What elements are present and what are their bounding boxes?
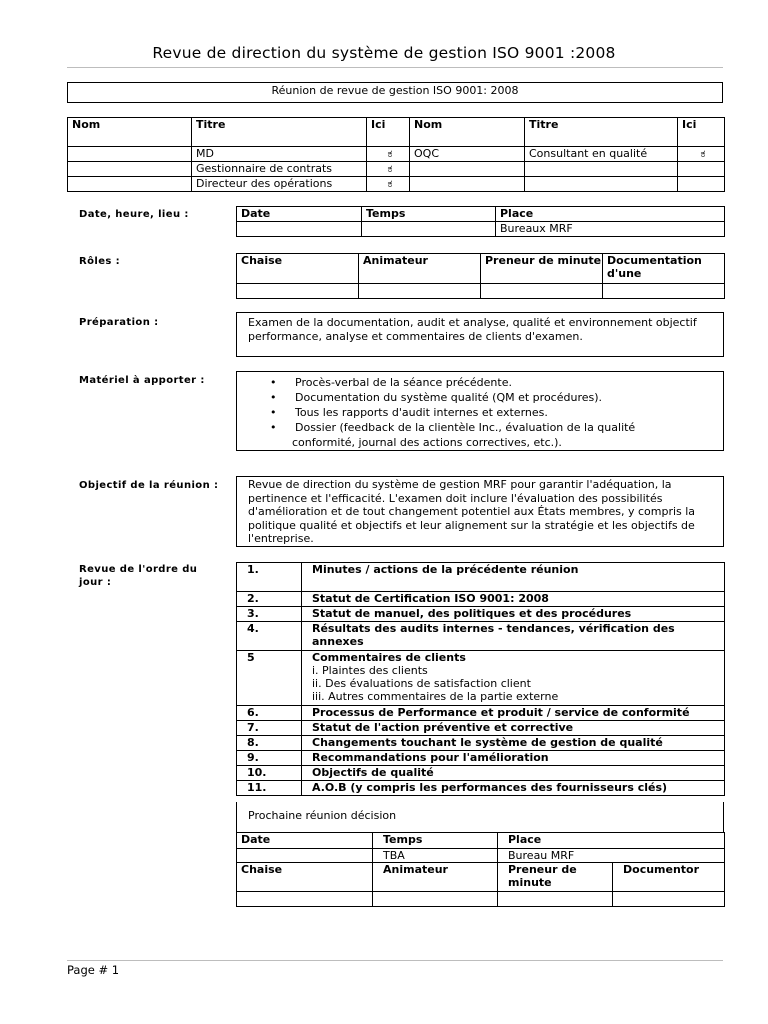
- col-header-documentor: Documentor: [613, 863, 725, 892]
- date-section-label: Date, heure, lieu :: [79, 209, 189, 220]
- table-cell: [410, 162, 525, 177]
- col-header-temps: Temps: [373, 833, 498, 849]
- materials-list-box: [236, 371, 724, 451]
- date-value: [237, 222, 362, 237]
- agenda-row: [237, 721, 725, 736]
- table-cell: [613, 892, 725, 907]
- table-cell: [68, 177, 192, 192]
- list-item: • Tous les rapports d'audit internes et externes.: [237, 405, 717, 420]
- table-cell: MD: [192, 147, 367, 162]
- agenda-subitem: iii. Autres commentaires de la partie externe: [312, 690, 559, 703]
- table-row: [68, 147, 725, 162]
- attendees-table: [67, 117, 725, 192]
- presence-check-icon: ಕ: [678, 147, 725, 162]
- agenda-text: Objectifs de qualité: [302, 766, 725, 781]
- agenda-text: Processus de Performance et produit / service de conformité: [302, 706, 725, 721]
- table-row: [68, 162, 725, 177]
- list-item-continuation: conformité, journal des actions correctives, etc.).: [292, 436, 562, 449]
- agenda-row: [237, 736, 725, 751]
- col-header-date: Date: [237, 833, 373, 849]
- roles-table: [236, 253, 725, 299]
- list-item: • Documentation du système qualité (QM et procédures).: [237, 390, 717, 405]
- time-value: [362, 222, 496, 237]
- col-header-titre: Titre: [192, 118, 367, 147]
- agenda-text: Statut de manuel, des politiques et des procédures: [302, 607, 725, 622]
- agenda-row: [237, 592, 725, 607]
- table-cell: [68, 147, 192, 162]
- col-header-date: Date: [237, 207, 362, 222]
- agenda-text: A.O.B (y compris les performances des fournisseurs clés): [302, 781, 725, 796]
- agenda-text-block: [302, 651, 725, 706]
- agenda-number: 8.: [237, 736, 302, 751]
- agenda-number: 9.: [237, 751, 302, 766]
- table-row: [68, 177, 725, 192]
- preparation-text: Examen de la documentation, audit et analyse, qualité et environnement objectif performance, analyse et commentaires de clients d'examen.: [236, 312, 724, 357]
- agenda-text: Statut de l'action préventive et corrective: [302, 721, 725, 736]
- next-place-value: Bureau MRF: [498, 849, 725, 863]
- col-header-preneur: Preneur de minute: [498, 863, 613, 892]
- col-header-ici: Ici: [367, 118, 410, 147]
- col-header-temps: Temps: [362, 207, 496, 222]
- attendees-header-row: [68, 118, 725, 147]
- table-cell: [678, 177, 725, 192]
- table-cell: [603, 284, 725, 299]
- col-header-titre-2: Titre: [525, 118, 678, 147]
- table-cell: [237, 284, 359, 299]
- agenda-row: [237, 766, 725, 781]
- preparation-label: Préparation :: [79, 317, 159, 328]
- table-cell: Directeur des opérations: [192, 177, 367, 192]
- agenda-label: Revue de l'ordre du jour :: [79, 564, 198, 588]
- table-cell: [498, 892, 613, 907]
- agenda-row: [237, 751, 725, 766]
- col-header-nom-2: Nom: [410, 118, 525, 147]
- presence-check-icon: ಕ: [367, 162, 410, 177]
- table-cell: OQC: [410, 147, 525, 162]
- table-cell: [410, 177, 525, 192]
- next-meeting-label: Prochaine réunion décision: [236, 802, 724, 833]
- agenda-subitem: ii. Des évaluations de satisfaction client: [312, 677, 531, 690]
- list-item: • Procès-verbal de la séance précédente.: [237, 375, 717, 390]
- meeting-banner: Réunion de revue de gestion ISO 9001: 2008: [67, 82, 723, 103]
- agenda-number: 3.: [237, 607, 302, 622]
- page-number: Page # 1: [67, 963, 120, 977]
- next-meeting-table: [236, 832, 725, 907]
- col-header-animateur: Animateur: [373, 863, 498, 892]
- table-cell: [678, 162, 725, 177]
- table-cell: [525, 162, 678, 177]
- agenda-text: Minutes / actions de la précédente réunion: [302, 563, 725, 592]
- agenda-row: [237, 563, 725, 592]
- presence-check-icon: ಕ: [367, 147, 410, 162]
- page-title: Revue de direction du système de gestion ISO 9001 :2008: [152, 44, 616, 62]
- col-header-chaise: Chaise: [237, 863, 373, 892]
- table-cell: [359, 284, 481, 299]
- agenda-row: [237, 651, 725, 706]
- table-cell: Gestionnaire de contrats: [192, 162, 367, 177]
- col-header-place: Place: [498, 833, 725, 849]
- agenda-number: 10.: [237, 766, 302, 781]
- list-item: • Dossier (feedback de la clientèle Inc., évaluation de la qualité conformité, journal des actions correctives, etc.).: [237, 420, 717, 450]
- agenda-number: 5: [237, 651, 302, 706]
- col-header-animateur: Animateur: [359, 254, 481, 284]
- next-time-value: TBA: [373, 849, 498, 863]
- agenda-text: Résultats des audits internes - tendances, vérification des annexes: [302, 622, 725, 651]
- col-header-ici-2: Ici: [678, 118, 725, 147]
- presence-check-icon: ಕ: [367, 177, 410, 192]
- agenda-number: 2.: [237, 592, 302, 607]
- agenda-row: [237, 622, 725, 651]
- col-header-place: Place: [496, 207, 725, 222]
- agenda-number: 6.: [237, 706, 302, 721]
- agenda-number: 4.: [237, 622, 302, 651]
- agenda-number: 1.: [237, 563, 302, 592]
- header-divider: [67, 67, 723, 68]
- agenda-row: [237, 706, 725, 721]
- objective-label: Objectif de la réunion :: [79, 480, 219, 491]
- agenda-subitem: i. Plaintes des clients: [312, 664, 428, 677]
- col-header-preneur: Preneur de minute: [481, 254, 603, 284]
- agenda-row: [237, 607, 725, 622]
- agenda-text: Recommandations pour l'amélioration: [302, 751, 725, 766]
- agenda-text: Commentaires de clients: [312, 651, 466, 664]
- agenda-number: 11.: [237, 781, 302, 796]
- col-header-nom: Nom: [68, 118, 192, 147]
- materials-label: Matériel à apporter :: [79, 375, 205, 386]
- col-header-chaise: Chaise: [237, 254, 359, 284]
- roles-section-label: Rôles :: [79, 256, 121, 267]
- agenda-text: Changements touchant le système de gestion de qualité: [302, 736, 725, 751]
- agenda-table: [236, 562, 725, 796]
- materials-list: [237, 375, 717, 450]
- next-date-value: [237, 849, 373, 863]
- table-cell: [525, 177, 678, 192]
- table-cell: [68, 162, 192, 177]
- place-value: Bureaux MRF: [496, 222, 725, 237]
- agenda-number: 7.: [237, 721, 302, 736]
- table-cell: [373, 892, 498, 907]
- agenda-row: [237, 781, 725, 796]
- table-cell: [237, 892, 373, 907]
- table-cell: [481, 284, 603, 299]
- agenda-text: Statut de Certification ISO 9001: 2008: [302, 592, 725, 607]
- table-cell: Consultant en qualité: [525, 147, 678, 162]
- col-header-documentation: Documentation d'une: [603, 254, 725, 284]
- date-table: [236, 206, 725, 237]
- objective-text: Revue de direction du système de gestion MRF pour garantir l'adéquation, la pertinence et l'efficacité. L'examen doit inclure l'évaluation des possibilités d'amélioration et de tout changement potentiel aux États membres, y compris la politique qualité et objectifs et leur alignement sur la stratégie et les objectifs de l'entreprise.: [236, 476, 724, 547]
- footer-divider: [67, 960, 723, 961]
